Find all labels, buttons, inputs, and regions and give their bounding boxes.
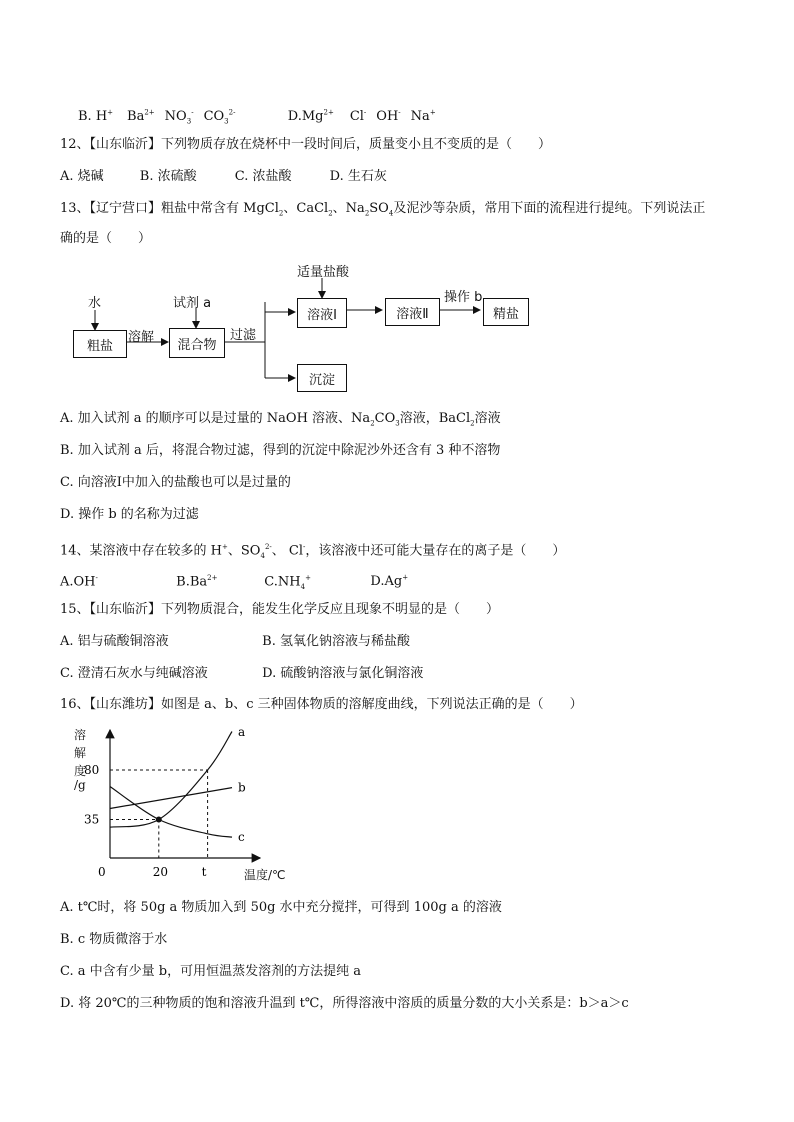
curve-label-c: c <box>238 830 245 845</box>
q16-optB: B. c 物质微溶于水 <box>60 932 168 947</box>
q11-options-line <box>78 104 436 131</box>
q13-optA: A. 加入试剂 a 的顺序可以是过量的 NaOH 溶液、$Na_2CO_3$溶液，BaCl$_2$溶液 <box>60 411 501 428</box>
intersection-point <box>156 817 162 823</box>
q15-options-row2 <box>60 665 423 683</box>
q14-optA: A.OH- <box>60 574 98 590</box>
q14-stem: 14、某溶液中存在较多的 H+、$SO_4^{2-}$、 Cl-，该溶液中还可能大量存在的离子是（ ） <box>60 543 566 560</box>
box-solution-1: 溶液Ⅰ <box>297 298 347 328</box>
q12-optD: D. 生石灰 <box>329 169 387 184</box>
dissolve-label: 溶解 <box>128 330 155 345</box>
x-tick-0: 0 <box>98 865 106 879</box>
q12-optB: B. 浓硫酸 <box>139 169 197 184</box>
q16-stem: 16、【山东潍坊】如图是 a、b、c 三种固体物质的溶解度曲线，下列说法正确的是（ ） <box>60 697 583 712</box>
hcl-label: 适量盐酸 <box>297 265 350 280</box>
solubility-chart-svg <box>60 720 290 890</box>
q15-optD: D. 硫酸钠溶液与氯化铜溶液 <box>262 666 424 681</box>
reagent-a-label: 试剂 a <box>173 296 212 311</box>
q12-optA: A. 烧碱 <box>60 169 104 184</box>
box-precipitate: 沉淀 <box>297 364 347 392</box>
y-tick-80: 80 <box>84 763 100 777</box>
q14-optD: D.Ag+ <box>370 574 409 590</box>
y-label-char-1: 溶 <box>74 728 87 742</box>
q16-optA: A. t℃时，将 50g a 物质加入到 50g 水中充分搅拌，可得到 100g a 的溶液 <box>60 900 502 915</box>
q15-stem: 15、【山东临沂】下列物质混合，能发生化学反应且现象不明显的是（ ） <box>60 602 500 617</box>
curve-label-b: b <box>238 780 246 795</box>
q13-stem-line2: 确的是（ ） <box>60 231 152 246</box>
solubility-chart <box>60 720 290 890</box>
water-label: 水 <box>88 296 102 311</box>
curve-c <box>110 787 232 838</box>
curve-a <box>110 732 232 828</box>
y-label-char-2: 解 <box>74 746 87 760</box>
q14-optB: $B.Ba^{2+}$ <box>176 574 218 590</box>
q11-optD: $D.Mg^{2+}$ Cl- OH- Na+ <box>287 109 436 125</box>
box-crude-salt: 粗盐 <box>73 330 127 358</box>
y-label-char-3: 度 <box>74 764 87 778</box>
x-axis-label: 温度/℃ <box>244 868 286 882</box>
q14-options <box>60 569 408 596</box>
q15-optA: A. 铝与硫酸铜溶液 <box>60 634 169 649</box>
q15-optB: B. 氢氧化钠溶液与稀盐酸 <box>262 634 410 649</box>
q13-optC: C. 向溶液Ⅰ中加入的盐酸也可以是过量的 <box>60 475 291 490</box>
curve-b <box>110 788 232 809</box>
q12-stem: 12、【山东临沂】下列物质存放在烧杯中一段时间后，质量变小且不变质的是（ ） <box>60 137 552 152</box>
box-pure-salt: 精盐 <box>483 298 529 326</box>
y-label-char-4: /g <box>74 778 86 792</box>
operation-b-label: 操作 b <box>444 290 483 305</box>
q13-optD: D. 操作 b 的名称为过滤 <box>60 507 199 522</box>
filter-label: 过滤 <box>230 328 257 343</box>
y-tick-35: 35 <box>84 812 100 827</box>
q11-optB: B. H+ $Ba^{2+}$ $NO_3^-$ $CO_3^{2-}$ <box>78 109 236 126</box>
x-tick-t: t <box>201 865 207 879</box>
q16-optC: C. a 中含有少量 b，可用恒温蒸发溶剂的方法提纯 a <box>60 964 361 979</box>
box-solution-2: 溶液Ⅱ <box>385 298 440 326</box>
curve-label-a: a <box>238 725 246 739</box>
q13-stem: 13、【辽宁营口】粗盐中常含有 MgCl$_2$、CaCl$_2$、$Na_2SO_4$及泥沙等杂质，常用下面的流程进行提纯。下列说法正 <box>60 201 706 218</box>
q15-optC: C. 澄清石灰水与纯碱溶液 <box>60 666 208 681</box>
q12-optC: C. 浓盐酸 <box>234 169 292 184</box>
x-tick-20: 20 <box>152 865 169 879</box>
q14-optC: $C.NH_4^+$ <box>264 574 311 591</box>
q15-options-row1 <box>60 633 410 651</box>
purification-flowchart <box>60 258 620 398</box>
q16-optD: D. 将 20℃的三种物质的饱和溶液升温到 t℃，所得溶液中溶质的质量分数的大小关系是：b＞a＞c <box>60 996 629 1011</box>
box-mixture: 混合物 <box>169 328 225 358</box>
q12-options <box>60 168 387 186</box>
q13-optB: B. 加入试剂 a 后，将混合物过滤，得到的沉淀中除泥沙外还含有 3 种不溶物 <box>60 443 501 458</box>
